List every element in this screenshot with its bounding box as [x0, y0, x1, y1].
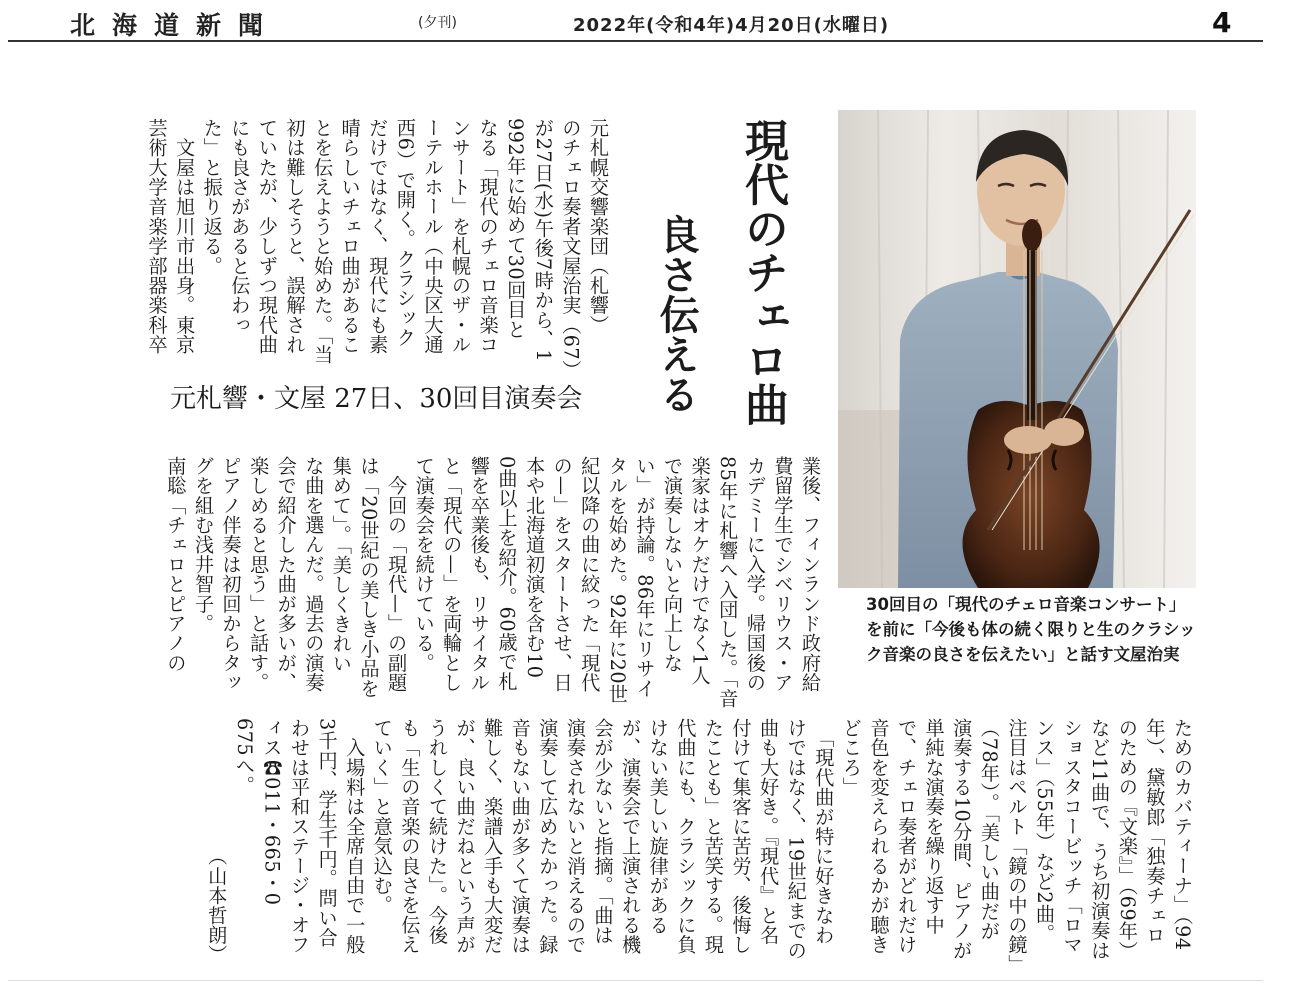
article-body-text-2: 業後、フィンランド政府給 費留学生でシベリウス・ア カデミーに入学。帰国後の 85年に札響へ入団した。「音 楽家はオケだけでなく1人 で演奏しないと向上しな い」が持論。86年にリサイ タルを始めた。92年に20世 紀以降の曲に絞った「現代 の—」をスタートさせ、日 本や北海道初演を含む10 0曲以上を紹介。60歳で札 響を卒業後も、リサイタル と「現代の—」を両輪とし て演奏会を続けている。 今回の「現代—」の副題 は「20世紀の美しき小品を 集めて」。「美しくきれい な曲を選んだ。過去の演奏 会で紹介した曲が多いが、 楽しめると思う」と話す。 ピアノ伴奏は初回からタッ グを組む浅井智子。 南聡「チェロとピアノの [164, 456, 822, 709]
publication-date: 2022年(令和4年)4月20日(水曜日) [573, 15, 890, 36]
bottom-rule [8, 980, 1263, 981]
headline-primary: 現代のチェロ曲 [737, 118, 788, 426]
article-body-text-3: ためのカバティーナ」（94 年）、黛敏郎「独奏チェロ のための『文楽』」（69年） など11曲で、うち初演奏は ショスタコービッチ「ロマ ンス」（55年）など2曲。 注目はペルト「鏡の中の鏡」 （78年）。「美しい曲だが 演奏する10分間、ピアノが 単純な演奏を繰り返す中 で、チェロ奏者がどれだけ 音色を変えられるかが聴き どころ」 「現代曲が特に好きなわ けではなく、19世紀までの 曲も大好き。『現代』と名 付けて集客に苦労、後悔し たことも」と苦笑する。現 代曲にも、クラシックに負 けない美しい旋律がある が、演奏会で上演される機 会が少ないと指摘。「曲は 演奏されないと消えるので 演奏して広めたかった。録 音もない曲が多くて演奏は 難しく、楽譜入手も大変だ が、良い曲だねという声が うれしくて続けた」。今後 も「生の音楽の良さを伝え ていく」と意気込む。 入場料は全席自由で一般 3千円、学生千円。問い合 わせは平和ステージ・オフ ィス☎011・665・0 675へ。 （山本哲朗） [205, 718, 1194, 975]
masthead [0, 0, 1300, 46]
photo-caption: 30回目の「現代のチェロ音楽コンサート」を前に「今後も体の続く限りと生のクラシック音楽の良さを伝えたい」と話す文屋治実 [866, 595, 1196, 664]
headline-secondary: 良さ伝える [653, 214, 700, 414]
subheadline: 元札響・文屋 27日、30回目演奏会 [170, 384, 583, 414]
page-number: 4 [1212, 6, 1232, 39]
cellist-photo [838, 110, 1196, 588]
article-body-block-2 [98, 456, 824, 709]
article-body-text-1: 元札幌交響楽団（札響） のチェロ奏者文屋治実（67） が27日(水)午後7時から、1 992年に始めて30回目と なる「現代のチェロ音楽コ ンサート」を札幌のザ・ル ーテルホール（中央区大通 西6）で開く。クラシック だけではなく、現代にも素 晴らしいチェロ曲があるこ とを伝えようと始めた。「当 初は難しそうと、誤解され ていたが、少しずつ現代曲 にも良さがあると伝わっ た」と振り返る。 文屋は旭川市出身。東京 芸術大学音楽学部器楽科卒 [145, 118, 610, 380]
edition-label: (夕刊) [418, 15, 457, 31]
article-body-block-1 [102, 118, 612, 380]
masthead-rule [8, 40, 1263, 42]
cellist-photo-illustration [838, 110, 1196, 588]
article-body-block-3 [140, 718, 1196, 975]
newspaper-name: 北海道新聞 [70, 11, 281, 40]
